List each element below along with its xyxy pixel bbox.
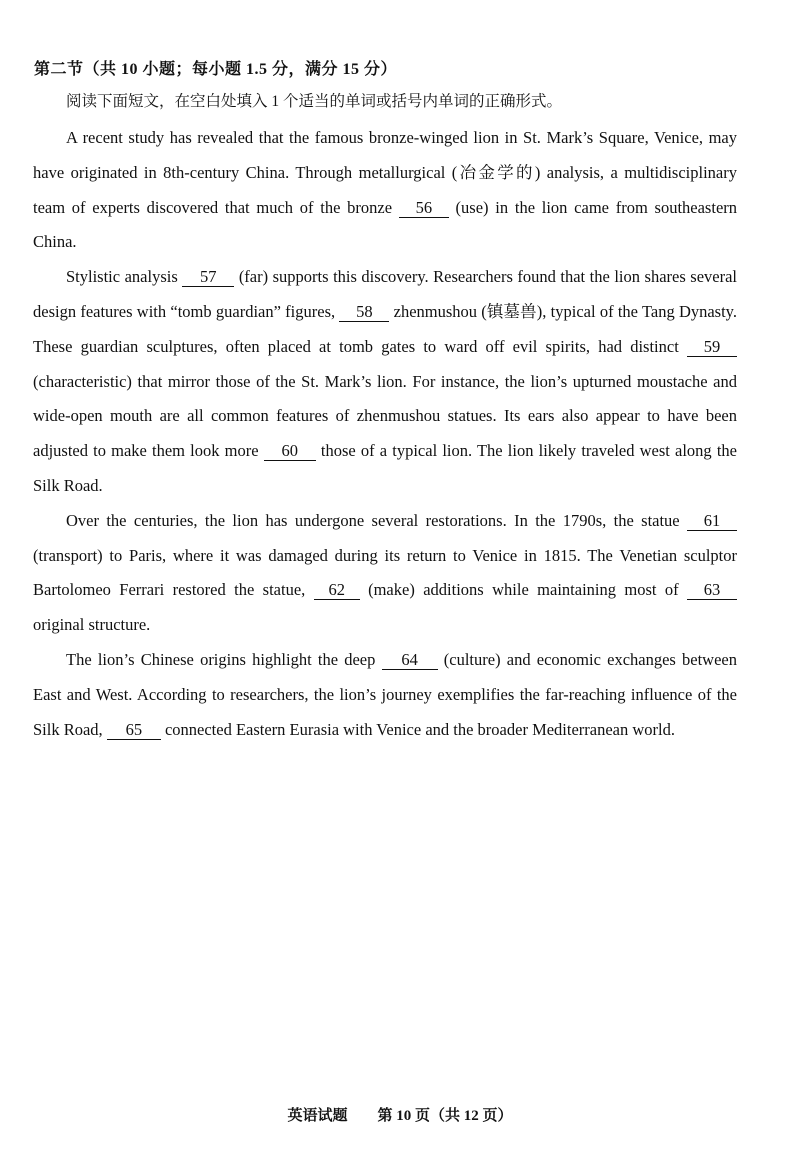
- section-heading: 第二节（共 10 小题；每小题 1.5 分，满分 15 分）: [34, 61, 398, 78]
- blank-59[interactable]: 59: [687, 338, 737, 357]
- blank-64[interactable]: 64: [382, 651, 438, 670]
- blank-60[interactable]: 60: [264, 442, 316, 461]
- paragraph-text: (make) additions while maintaining most of: [359, 580, 688, 600]
- paragraph-text: (characteristic) that mirror those of the St. Mark’s lion. For instance, the lion’s upturned moustache and wide-open mouth are all common features of zhenmushou statues. Its ears also appear to have been adjusted to make them look more: [33, 371, 737, 461]
- paragraph-text: (far) supports this discovery. Researchers found that the lion shares several design features with “tomb guardian” figures,: [33, 267, 737, 321]
- paragraph-text: Over the centuries, the lion has undergone several restorations. In the 1790s, the statue: [66, 510, 687, 530]
- blank-56[interactable]: 56: [399, 199, 449, 218]
- paragraph-text: connected Eastern Eurasia with Venice and the broader Mediterranean world.: [160, 719, 676, 739]
- instruction-text: 阅读下面短文，在空白处填入 1 个适当的单词或括号内单词的正确形式。: [66, 93, 563, 110]
- paragraph-text: The lion’s Chinese origins highlight the deep: [66, 649, 382, 669]
- blank-65[interactable]: 65: [107, 721, 161, 740]
- paragraph-text: (culture) and economic exchanges between East and West. According to researchers, the lion’s journey exemplifies the far-reaching influence of the Silk Road,: [33, 649, 737, 739]
- blank-63[interactable]: 63: [687, 581, 737, 600]
- blank-58[interactable]: 58: [339, 303, 389, 322]
- page-footer: 英语试题 第 10 页（共 12 页）: [287, 1108, 513, 1124]
- paragraph-text: zhenmushou (镇墓兽), typical of the Tang Dynasty. These guardian sculptures, often placed at tomb gates to ward off evil spirits, had distinct: [33, 301, 737, 356]
- paragraph-1: [33, 121, 737, 260]
- paragraph-text: Stylistic analysis: [66, 267, 183, 287]
- paragraph-text: original structure.: [33, 615, 151, 635]
- paragraph-text: those of a typical lion. The lion likely traveled west along the Silk Road.: [33, 441, 738, 495]
- blank-57[interactable]: 57: [182, 268, 234, 287]
- blank-61[interactable]: 61: [687, 512, 737, 531]
- paragraph-text: (use) in the lion came from southeastern China.: [33, 197, 738, 252]
- paragraph-text: (transport) to Paris, where it was damaged during its return to Venice in 1815. The Venetian sculptor Bartolomeo Ferrari restored the statue,: [33, 545, 737, 600]
- paragraph-text: A recent study has revealed that the famous bronze-winged lion in St. Mark’s Square, Venice, may have originated in 8th-century China. Through metallurgical (冶金学的) analysis, a multidisciplinary team of experts discovered that much of the bronze: [33, 128, 737, 217]
- blank-62[interactable]: 62: [314, 581, 360, 600]
- paragraph-3: [33, 504, 737, 643]
- passage: [33, 121, 737, 747]
- paragraph-2: [33, 260, 737, 504]
- paragraph-4: [33, 643, 737, 747]
